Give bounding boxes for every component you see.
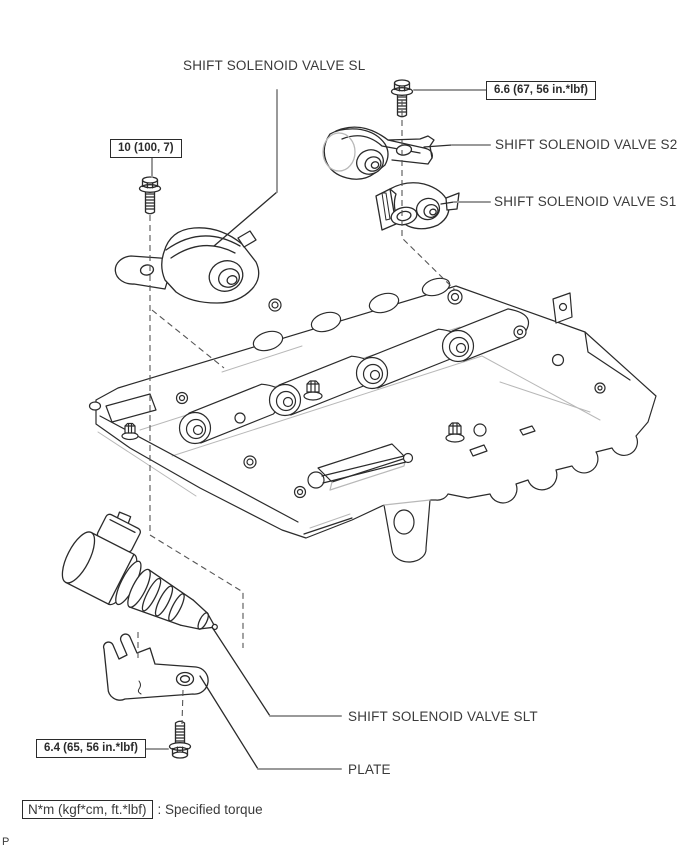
- torque-legend-unit-box: N*m (kgf*cm, ft.*lbf): [22, 800, 153, 819]
- label-solenoid-sl: SHIFT SOLENOID VALVE SL: [183, 58, 366, 73]
- plate-bolt-icon: [170, 721, 191, 758]
- solenoid-s2-illustration: [323, 127, 434, 179]
- solenoid-slt-illustration: [56, 499, 244, 653]
- label-solenoid-s2: SHIFT SOLENOID VALVE S2: [495, 137, 678, 152]
- label-plate: PLATE: [348, 762, 391, 777]
- page-footer-mark: P: [2, 836, 10, 848]
- torque-legend-description: : Specified torque: [157, 802, 263, 817]
- label-solenoid-slt: SHIFT SOLENOID VALVE SLT: [348, 709, 538, 724]
- sl-bolt-icon: [140, 177, 161, 214]
- valve-body-illustration: [90, 275, 657, 562]
- torque-spec-sl-bolt: 10 (100, 7): [110, 139, 182, 158]
- plate-illustration: [104, 634, 209, 700]
- valve-body-bolt-icon: [446, 423, 464, 442]
- torque-spec-s2-bolt: 6.6 (67, 56 in.*lbf): [486, 81, 596, 100]
- label-solenoid-s1: SHIFT SOLENOID VALVE S1: [494, 194, 677, 209]
- torque-legend: [22, 800, 263, 819]
- solenoid-s1-illustration: [376, 183, 459, 230]
- solenoid-sl-illustration: [115, 228, 258, 303]
- torque-spec-plate-bolt: 6.4 (65, 56 in.*lbf): [36, 739, 146, 758]
- valve-body-bolt-icon: [304, 381, 322, 400]
